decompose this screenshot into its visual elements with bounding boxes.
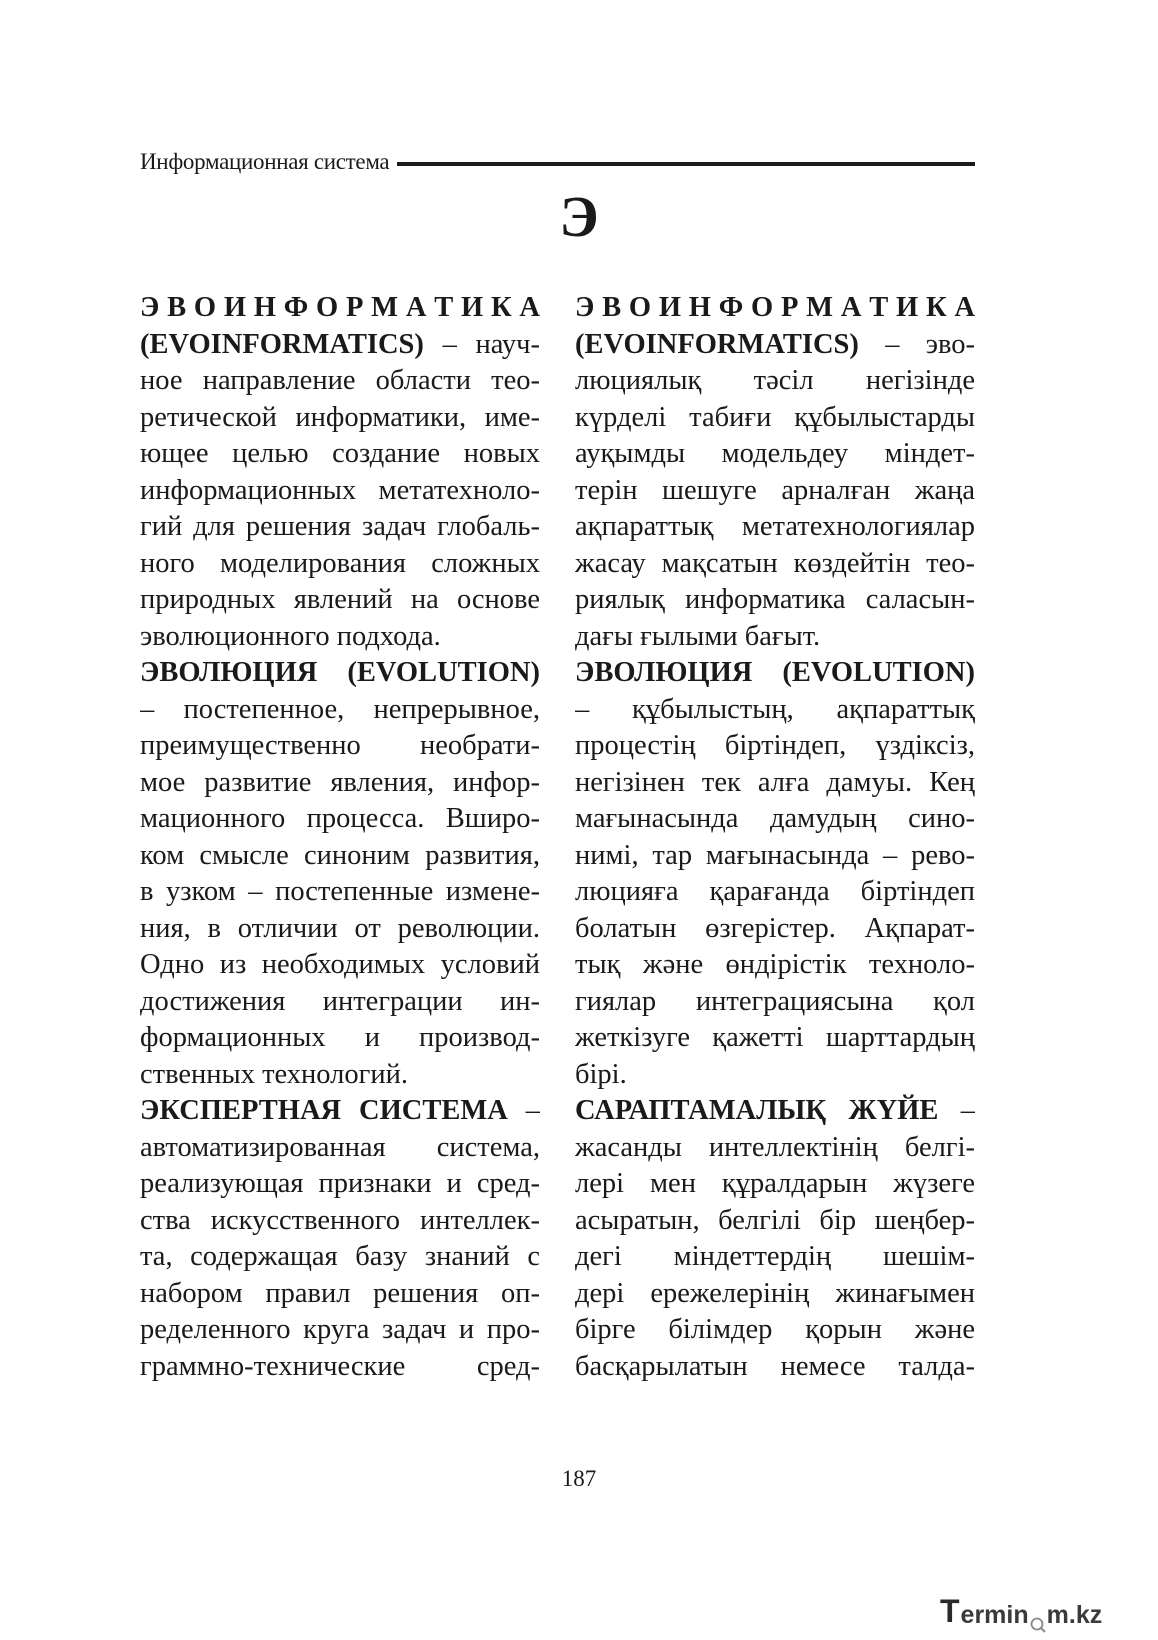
entry-text: ственных технологий. bbox=[140, 1058, 408, 1090]
text-line bbox=[575, 363, 975, 400]
text-line bbox=[140, 1276, 540, 1313]
magnifier-icon bbox=[1030, 1611, 1046, 1627]
entry-text: – постепенное, непрерывное, bbox=[140, 693, 540, 725]
text-line bbox=[575, 546, 975, 583]
text-line bbox=[140, 436, 540, 473]
text-line bbox=[575, 947, 975, 984]
entry-text: в узком – постепенные измене- bbox=[140, 876, 540, 907]
entry-text: граммно-технические сред- bbox=[140, 1350, 540, 1382]
text-line bbox=[140, 838, 540, 875]
entry-text: гий для решения задач глобаль- bbox=[140, 511, 540, 542]
entry-text: ауқымды модельдеу міндет- bbox=[575, 438, 975, 469]
entry-text: дегі міндеттердің шешім- bbox=[575, 1241, 975, 1272]
russian-column bbox=[140, 290, 540, 1385]
text-line bbox=[140, 363, 540, 400]
text-line bbox=[140, 1093, 540, 1130]
termincom-watermark[interactable] bbox=[940, 1593, 1103, 1630]
entry-term: ЭКСПЕРТНАЯ СИСТЕМА bbox=[140, 1095, 508, 1126]
text-line bbox=[575, 1057, 975, 1094]
running-head bbox=[140, 145, 975, 179]
text-line bbox=[575, 400, 975, 437]
entry-text: бірі. bbox=[575, 1058, 627, 1090]
entry-text: процестің біртіндеп, үздіксіз, bbox=[575, 730, 975, 761]
text-line bbox=[575, 801, 975, 838]
entry-text: ретической информатики, име- bbox=[140, 401, 540, 433]
entry-text: люциялық тәсіл негізінде bbox=[575, 365, 975, 396]
entry-text: гиялар интеграциясына қол bbox=[575, 985, 975, 1017]
text-line bbox=[140, 327, 540, 364]
text-line bbox=[575, 1130, 975, 1167]
text-line bbox=[575, 619, 975, 656]
text-line bbox=[575, 984, 975, 1021]
text-line bbox=[575, 509, 975, 546]
text-line bbox=[575, 692, 975, 729]
text-line bbox=[140, 728, 540, 765]
entry-text: ком смысле синоним развития, bbox=[140, 839, 540, 871]
entry-text: басқарылатын немесе талда- bbox=[575, 1350, 975, 1382]
header-rule bbox=[397, 162, 975, 166]
text-line bbox=[140, 290, 540, 327]
text-line bbox=[575, 1020, 975, 1057]
entry-text: дағы ғылыми бағыт. bbox=[575, 620, 821, 652]
text-line bbox=[140, 947, 540, 984]
text-line bbox=[575, 728, 975, 765]
entry-term: ЭВОЛЮЦИЯ (EVOLUTION) bbox=[140, 657, 540, 688]
text-line bbox=[575, 327, 975, 364]
entry-text: ющее целью создание новых bbox=[140, 438, 540, 469]
text-line bbox=[575, 473, 975, 510]
text-line bbox=[140, 765, 540, 802]
entry-term: САРАПТАМАЛЫҚ ЖҮЙЕ bbox=[575, 1095, 939, 1126]
entry-term: ЭВОЛЮЦИЯ (EVOLUTION) bbox=[575, 657, 975, 688]
entry-text: жасау мақсатын көздейтін тео- bbox=[575, 547, 975, 579]
text-line bbox=[140, 984, 540, 1021]
text-line bbox=[140, 1239, 540, 1276]
entry-text: люцияға қарағанда біртіндеп bbox=[575, 876, 975, 907]
entry-text: ное направление области тео- bbox=[140, 365, 540, 396]
entry-text: күрделі табиғи құбылыстарды bbox=[575, 401, 975, 433]
text-line bbox=[140, 546, 540, 583]
text-line bbox=[140, 801, 540, 838]
entry-term: (EVOINFORMATICS) bbox=[140, 328, 424, 360]
text-line bbox=[575, 838, 975, 875]
entry-text: Одно из необходимых условий bbox=[140, 949, 540, 980]
kazakh-column bbox=[575, 290, 975, 1385]
text-line bbox=[575, 1349, 975, 1386]
entry-text: эволюционного подхода. bbox=[140, 620, 441, 652]
text-line bbox=[140, 1203, 540, 1240]
entry-text: дері ережелерінің жинағымен bbox=[575, 1277, 975, 1309]
text-line bbox=[575, 582, 975, 619]
entry-term: Э В О И Н Ф О Р М А Т И К А bbox=[140, 292, 540, 323]
text-line bbox=[140, 874, 540, 911]
entry-text: риялық информатика саласын- bbox=[575, 584, 975, 615]
section-letter: Э bbox=[559, 184, 599, 249]
entry-text: достижения интеграции ин- bbox=[140, 985, 540, 1017]
entry-text: бірге білімдер қорын және bbox=[575, 1314, 975, 1345]
entry-text: информационных метатехноло- bbox=[140, 474, 540, 506]
text-line bbox=[575, 1239, 975, 1276]
text-line bbox=[575, 1203, 975, 1240]
entry-text: реализующая признаки и сред- bbox=[140, 1168, 540, 1199]
entry-text: тық және өндірістік техноло- bbox=[575, 949, 975, 980]
entry-text: нимі, тар мағынасында – рево- bbox=[575, 839, 975, 871]
text-line bbox=[575, 1166, 975, 1203]
text-line bbox=[140, 1166, 540, 1203]
text-line bbox=[575, 765, 975, 802]
watermark-middle: ermin bbox=[960, 1601, 1029, 1629]
text-line bbox=[575, 1312, 975, 1349]
text-line bbox=[575, 290, 975, 327]
entry-text: мое развитие явления, инфор- bbox=[140, 766, 540, 798]
text-line bbox=[575, 911, 975, 948]
text-line bbox=[140, 655, 540, 692]
entry-text: мационного процесса. Вширо- bbox=[140, 803, 540, 834]
text-line bbox=[140, 1020, 540, 1057]
text-line bbox=[140, 619, 540, 656]
entry-text: автоматизированная система, bbox=[140, 1131, 540, 1163]
entry-text: ределенного круга задач и про- bbox=[140, 1314, 540, 1345]
entry-text: терін шешуге арналған жаңа bbox=[575, 474, 975, 506]
entry-text: формационных и производ- bbox=[140, 1022, 540, 1053]
entry-text: негізінен тек алға дамуы. Кең bbox=[575, 766, 975, 798]
text-line bbox=[575, 655, 975, 692]
text-line bbox=[575, 436, 975, 473]
text-line bbox=[575, 1093, 975, 1130]
text-line bbox=[140, 692, 540, 729]
entry-term: (EVOINFORMATICS) bbox=[575, 328, 859, 360]
entry-text: та, содержащая базу знаний с bbox=[140, 1241, 540, 1272]
entry-text: асыратын, белгілі бір шеңбер- bbox=[575, 1204, 975, 1236]
entry-text: – науч- bbox=[423, 328, 540, 360]
entry-text: – bbox=[938, 1095, 975, 1126]
entry-term: Э В О И Н Ф О Р М А Т И К А bbox=[575, 292, 975, 323]
text-line bbox=[140, 1130, 540, 1167]
entry-text: лері мен құралдарын жүзеге bbox=[575, 1168, 975, 1199]
entry-text: – эво- bbox=[858, 328, 975, 360]
watermark-domain: m.kz bbox=[1046, 1601, 1103, 1629]
text-line bbox=[140, 473, 540, 510]
text-line bbox=[140, 582, 540, 619]
entry-text: ния, в отличии от революции. bbox=[140, 912, 540, 944]
entry-text: болатын өзгерістер. Ақпарат- bbox=[575, 912, 975, 944]
text-line bbox=[575, 1276, 975, 1313]
entry-text: набором правил решения оп- bbox=[140, 1277, 540, 1309]
text-line bbox=[575, 874, 975, 911]
text-line bbox=[140, 911, 540, 948]
entry-text: жасанды интеллектінің белгі- bbox=[575, 1131, 975, 1163]
entry-text: – құбылыстың, ақпараттық bbox=[575, 693, 975, 725]
entry-text: жеткізуге қажетті шарттардың bbox=[575, 1022, 975, 1053]
entry-text: ақпараттық метатехнологиялар bbox=[575, 511, 975, 542]
entry-text: природных явлений на основе bbox=[140, 584, 540, 615]
text-line bbox=[140, 509, 540, 546]
entry-text: преимущественно необрати- bbox=[140, 730, 540, 761]
entry-text: ного моделирования сложных bbox=[140, 547, 540, 579]
watermark-initial: T bbox=[940, 1593, 960, 1629]
page-number: 187 bbox=[561, 1466, 597, 1491]
entry-text: – bbox=[507, 1095, 540, 1126]
text-line bbox=[140, 1057, 540, 1094]
running-title: Информационная система bbox=[140, 149, 390, 174]
entry-text: мағынасында дамудың сино- bbox=[575, 803, 975, 834]
text-line bbox=[140, 1349, 540, 1386]
text-line bbox=[140, 400, 540, 437]
entry-text: ства искусственного интеллек- bbox=[140, 1204, 540, 1236]
text-line bbox=[140, 1312, 540, 1349]
